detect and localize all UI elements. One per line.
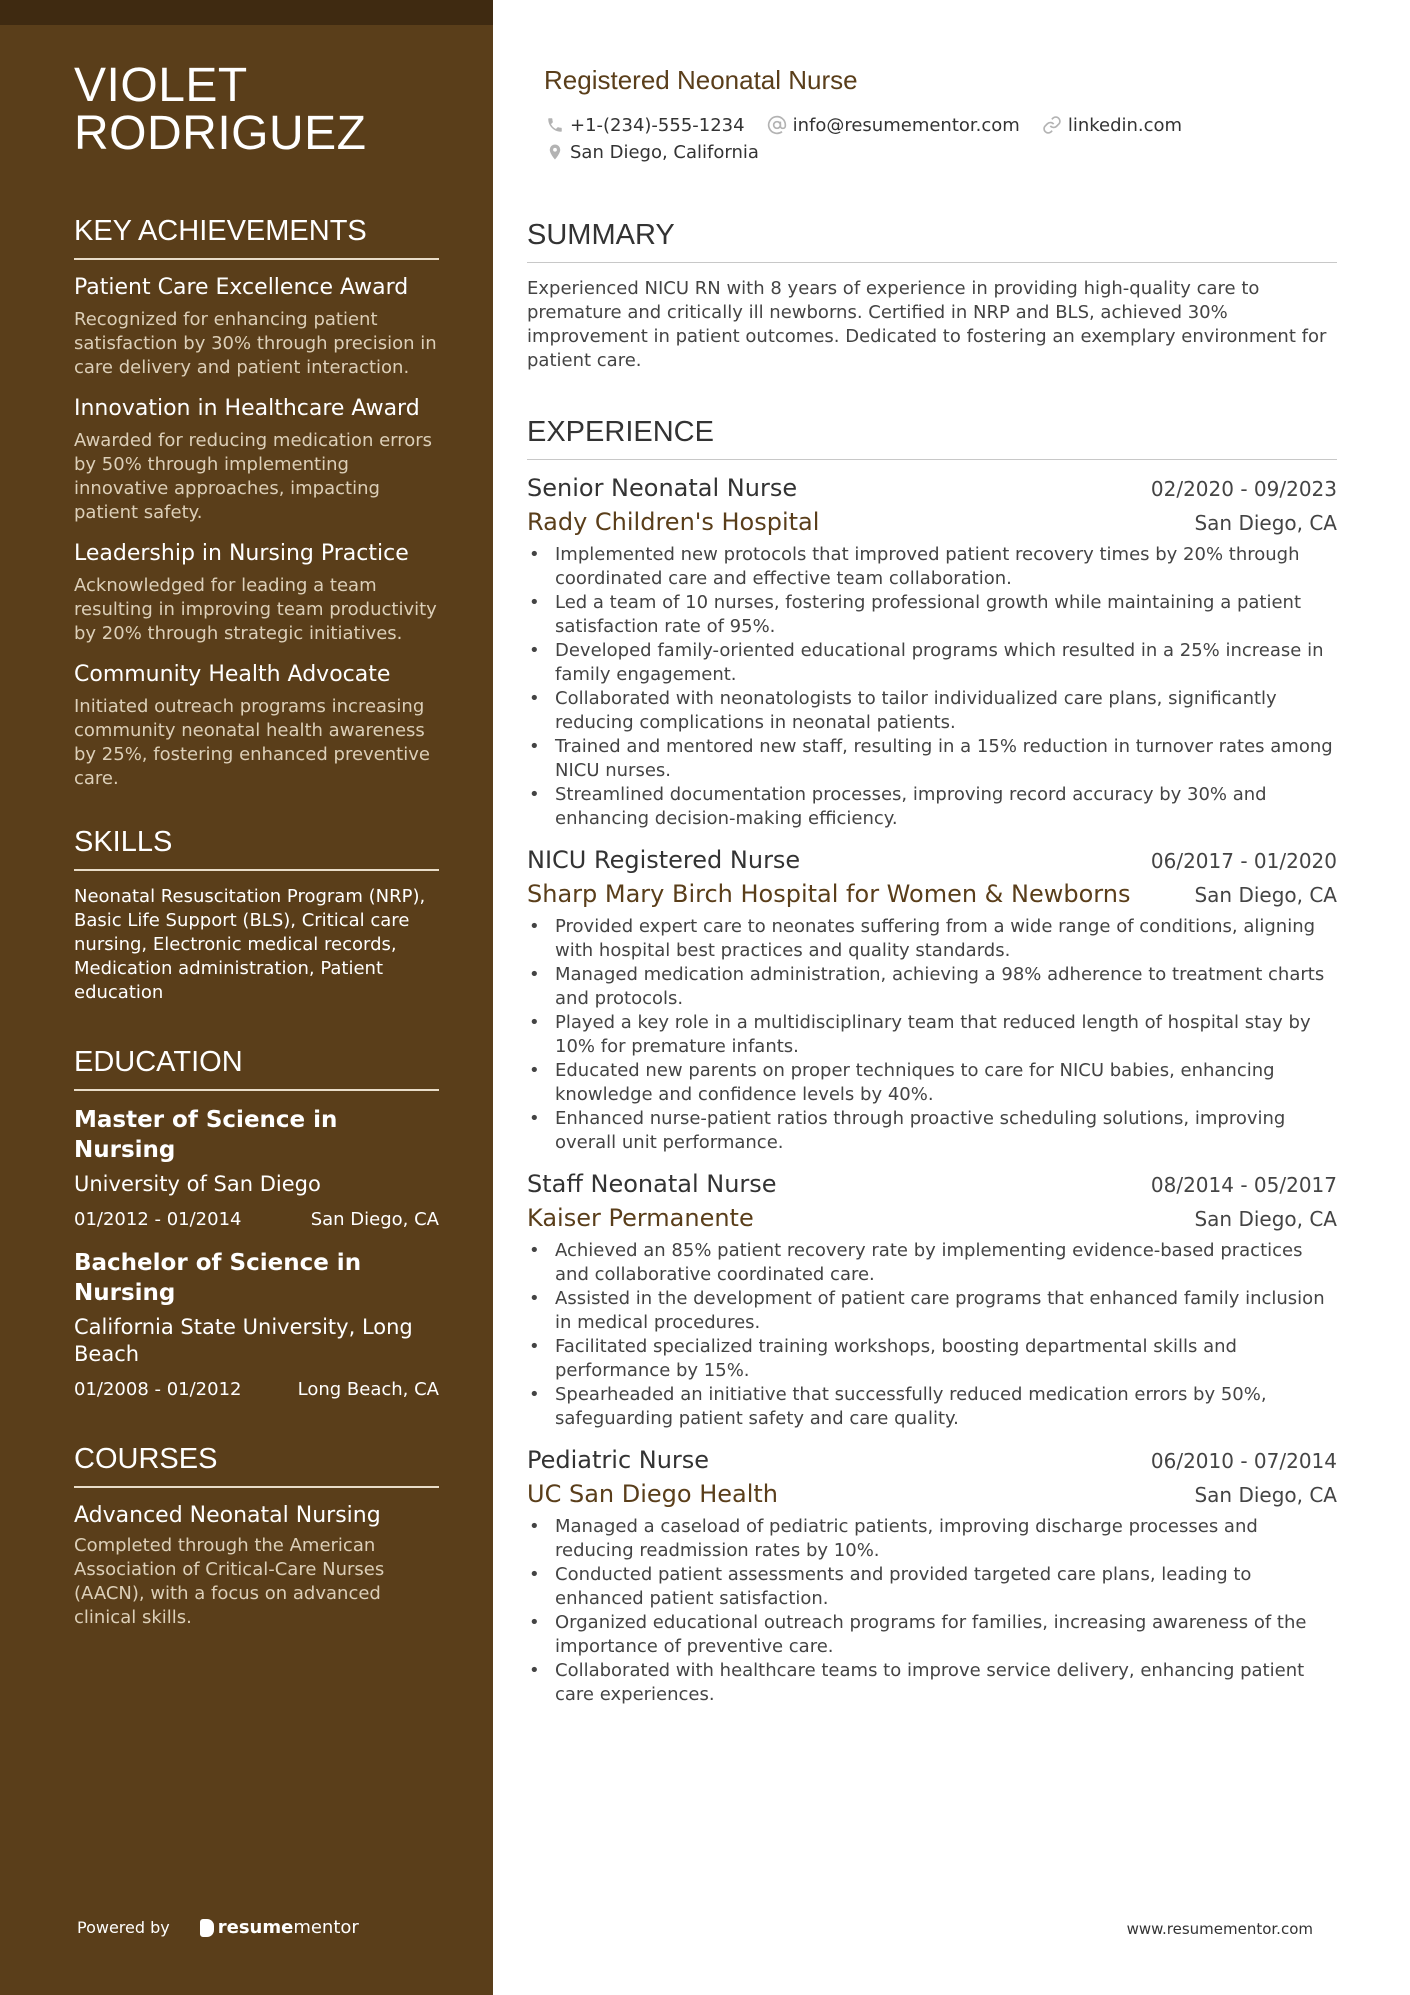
edu-degree: Bachelor of Science in Nursing <box>74 1250 362 1306</box>
course-desc: Completed through the American Association of Critical-Care Nurses (AACN), with a focus on advanced clinical skills. <box>74 1535 385 1628</box>
job-bullet: • Implemented new protocols that improved patient recovery times by 20% through coordinated care and effective team collaboration. <box>527 543 1337 591</box>
job-title: Senior Neonatal Nurse <box>527 474 798 502</box>
achievement-desc: Acknowledged for leading a team resulting in improving team productivity by 20% through strategic initiatives. <box>74 575 437 644</box>
job-entry <box>527 846 1337 1155</box>
contact-email[interactable] <box>767 115 1020 136</box>
achievements-section <box>74 214 439 791</box>
job-company: Kaiser Permanente <box>527 1204 754 1232</box>
skills-section <box>74 825 439 1005</box>
job-company: Rady Children's Hospital <box>527 508 820 536</box>
summary-title: SUMMARY <box>527 218 1337 263</box>
job-title: Staff Neonatal Nurse <box>527 1170 777 1198</box>
course-title: Advanced Neonatal Nursing <box>74 1503 381 1528</box>
job-bullet: • Played a key role in a multidisciplinary team that reduced length of hospital stay by 10% for premature infants. <box>527 1011 1337 1059</box>
job-company: UC San Diego Health <box>527 1480 779 1508</box>
education-section <box>74 1045 439 1402</box>
courses-section <box>74 1442 439 1630</box>
job-bullets <box>527 915 1337 1155</box>
job-bullet: • Provided expert care to neonates suffering from a wide range of conditions, aligning with hospital best practices and quality standards. <box>527 915 1337 963</box>
resumementor-logo[interactable] <box>200 1917 359 1938</box>
job-bullet: • Organized educational outreach programs for families, increasing awareness of the importance of preventive care. <box>527 1611 1337 1659</box>
job-bullet: • Collaborated with healthcare teams to improve service delivery, enhancing patient care experiences. <box>527 1659 1337 1707</box>
edu-location: Long Beach, CA <box>297 1379 439 1400</box>
phone-icon <box>546 116 564 134</box>
sidebar-top-band <box>0 0 493 25</box>
course-item <box>74 1502 439 1630</box>
contact-info <box>546 112 1204 166</box>
achievement-item <box>74 540 439 646</box>
summary-text: Experienced NICU RN with 8 years of experience in providing high-quality care to premature and critically ill newborns. Certified in NRP and BLS, achieved 30% improvement in patient outcomes. Dedicated to fostering an exemplary environment for patient care. <box>527 278 1327 371</box>
location-pin-icon <box>546 142 564 162</box>
achievement-title: Patient Care Excellence Award <box>74 275 409 300</box>
contact-location <box>546 142 759 163</box>
name-line-2: RODRIGUEZ <box>74 107 367 160</box>
job-bullet: • Educated new parents on proper techniques to care for NICU babies, enhancing knowledge and confidence levels by 40%. <box>527 1059 1337 1107</box>
edu-dates: 01/2008 - 01/2012 <box>74 1379 242 1400</box>
logo-mark-icon <box>200 1919 214 1937</box>
achievement-item <box>74 274 439 380</box>
achievement-desc: Initiated outreach programs increasing community neonatal health awareness by 25%, fostering enhanced preventive care. <box>74 696 430 789</box>
job-bullet: • Led a team of 10 nurses, fostering professional growth while maintaining a patient satisfaction rate of 95%. <box>527 591 1337 639</box>
phone-text: +1-(234)-555-1234 <box>570 114 745 136</box>
edu-location: San Diego, CA <box>310 1209 439 1230</box>
logo-text-light: mentor <box>293 1917 359 1938</box>
job-dates: 06/2010 - 07/2014 <box>1150 1449 1337 1473</box>
job-title: Pediatric Nurse <box>527 1446 710 1474</box>
link-icon <box>1042 115 1062 135</box>
candidate-name <box>74 59 439 160</box>
job-bullet: • Assisted in the development of patient care programs that enhanced family inclusion in medical procedures. <box>527 1287 1337 1335</box>
skills-title: SKILLS <box>74 825 439 871</box>
email-text: info@resumementor.com <box>792 114 1020 136</box>
achievement-desc: Awarded for reducing medication errors by 50% through implementing innovative approaches, impacting patient safety. <box>74 430 433 523</box>
job-bullet: • Facilitated specialized training workshops, boosting departmental skills and performance by 15%. <box>527 1335 1337 1383</box>
experience-title: EXPERIENCE <box>527 415 1337 460</box>
edu-school: University of San Diego <box>74 1172 321 1196</box>
job-bullet: • Spearheaded an initiative that successfully reduced medication errors by 50%, safeguarding patient safety and care quality. <box>527 1383 1337 1431</box>
job-entry <box>527 1170 1337 1431</box>
job-location: San Diego, CA <box>1194 1207 1337 1231</box>
job-bullets <box>527 1239 1337 1431</box>
job-headline: Registered Neonatal Nurse <box>544 65 858 95</box>
job-dates: 02/2020 - 09/2023 <box>1150 477 1337 501</box>
experience-section <box>527 415 1337 1722</box>
name-line-1: VIOLET <box>74 59 248 112</box>
achievement-title: Leadership in Nursing Practice <box>74 541 409 566</box>
footer-url[interactable]: www.resumementor.com <box>1126 1920 1313 1938</box>
edu-dates: 01/2012 - 01/2014 <box>74 1209 242 1230</box>
skills-text: Neonatal Resuscitation Program (NRP), Basic Life Support (BLS), Critical care nursing, Electronic medical records, Medication administration, Patient education <box>74 886 426 1003</box>
location-text: San Diego, California <box>570 141 759 163</box>
job-bullet: • Conducted patient assessments and provided targeted care plans, leading to enhanced patient satisfaction. <box>527 1563 1337 1611</box>
job-bullet: • Achieved an 85% patient recovery rate by implementing evidence-based practices and collaborative coordinated care. <box>527 1239 1337 1287</box>
job-bullets <box>527 1515 1337 1707</box>
powered-by <box>77 1917 359 1938</box>
sidebar <box>0 0 493 1995</box>
edu-degree: Master of Science in Nursing <box>74 1107 338 1163</box>
job-bullet: • Enhanced nurse-patient ratios through proactive scheduling solutions, improving overall unit performance. <box>527 1107 1337 1155</box>
job-location: San Diego, CA <box>1194 511 1337 535</box>
job-dates: 06/2017 - 01/2020 <box>1150 849 1337 873</box>
job-company: Sharp Mary Birch Hospital for Women & Newborns <box>527 880 1131 908</box>
courses-title: COURSES <box>74 1442 439 1488</box>
job-bullet: • Trained and mentored new staff, resulting in a 15% reduction in turnover rates among NICU nurses. <box>527 735 1337 783</box>
education-item <box>74 1105 439 1232</box>
job-entry <box>527 474 1337 831</box>
achievement-item <box>74 661 439 791</box>
achievement-desc: Recognized for enhancing patient satisfaction by 30% through precision in care delivery and patient interaction. <box>74 309 437 378</box>
job-bullet: • Collaborated with neonatologists to tailor individualized care plans, significantly reducing complications in neonatal patients. <box>527 687 1337 735</box>
edu-school: California State University, Long Beach <box>74 1315 413 1366</box>
at-sign-icon <box>767 115 787 135</box>
achievement-item <box>74 395 439 525</box>
job-location: San Diego, CA <box>1194 883 1337 907</box>
job-location: San Diego, CA <box>1194 1483 1337 1507</box>
job-bullets <box>527 543 1337 831</box>
job-bullet: • Managed a caseload of pediatric patients, improving discharge processes and reducing readmission rates by 10%. <box>527 1515 1337 1563</box>
achievement-title: Community Health Advocate <box>74 662 391 687</box>
linkedin-text: linkedin.com <box>1067 114 1183 136</box>
contact-linkedin[interactable] <box>1042 115 1182 136</box>
contact-phone[interactable] <box>546 115 745 136</box>
job-entry <box>527 1446 1337 1707</box>
summary-section <box>527 218 1337 373</box>
education-title: EDUCATION <box>74 1045 439 1091</box>
achievements-title: KEY ACHIEVEMENTS <box>74 214 439 260</box>
job-bullet: • Managed medication administration, achieving a 98% adherence to treatment charts and protocols. <box>527 963 1337 1011</box>
job-bullet: • Streamlined documentation processes, improving record accuracy by 30% and enhancing decision-making efficiency. <box>527 783 1337 831</box>
job-bullet: • Developed family-oriented educational programs which resulted in a 25% increase in family engagement. <box>527 639 1337 687</box>
powered-by-label: Powered by <box>77 1918 170 1937</box>
job-dates: 08/2014 - 05/2017 <box>1150 1173 1337 1197</box>
achievement-title: Innovation in Healthcare Award <box>74 396 420 421</box>
logo-text-bold: resume <box>217 1917 294 1938</box>
job-title: NICU Registered Nurse <box>527 846 801 874</box>
education-item <box>74 1248 439 1402</box>
